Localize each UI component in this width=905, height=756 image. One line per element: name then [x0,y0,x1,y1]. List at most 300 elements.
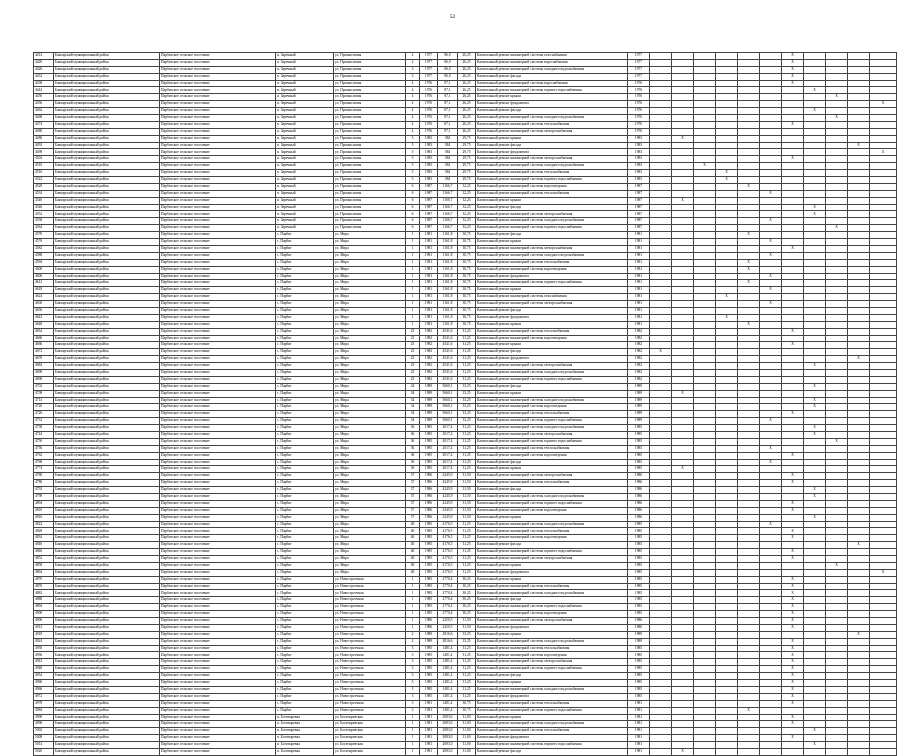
table-cell: 1987 [628,204,650,211]
schedule-mark-cell [694,659,716,666]
table-row [34,245,897,252]
schedule-mark-cell [804,307,826,314]
schedule-mark-cell [870,748,897,755]
table-cell: Парбигское сельское поселение [160,604,276,611]
schedule-mark-cell [672,680,694,687]
table-row [34,163,897,170]
table-cell: 4888 [34,597,54,604]
schedule-mark-cell [738,170,760,177]
schedule-mark-cell: X [760,273,782,280]
table-cell: 4245,9 [438,473,458,480]
schedule-mark-cell: X [782,652,804,659]
schedule-mark-cell: X [804,383,826,390]
table-cell: 87,1 [438,108,458,115]
schedule-mark-cell [716,431,738,438]
schedule-mark-cell [672,618,694,625]
schedule-mark-cell [848,438,870,445]
schedule-mark-cell [672,163,694,170]
table-cell: 31,25 [458,549,476,556]
schedule-mark-cell [694,542,716,549]
schedule-mark-cell [826,728,848,735]
table-cell: 40 [406,562,420,569]
schedule-mark-cell: X [804,108,826,115]
table-cell: ул. Новостроечная [334,645,406,652]
table-cell: Капитальный ремонт крыши [476,197,628,204]
table-cell: с. Парбиг [276,411,334,418]
schedule-mark-cell [804,335,826,342]
table-cell: 40 [406,556,420,563]
table-cell: 1989 [420,631,438,638]
table-cell: 1985 [628,597,650,604]
table-cell: 30,75 [458,700,476,707]
table-cell: 1481,4 [438,686,458,693]
schedule-mark-cell [826,556,848,563]
schedule-mark-cell [738,549,760,556]
table-cell: 4444 [34,87,54,94]
table-cell: Бакчарский муниципальный район [54,659,160,666]
schedule-mark-cell [782,335,804,342]
schedule-mark-cell [804,142,826,149]
table-cell: п. Заречный [276,94,334,101]
schedule-mark-cell [826,314,848,321]
schedule-mark-cell [694,521,716,528]
table-cell: Парбигское сельское поселение [160,673,276,680]
table-cell: 1982 [420,342,438,349]
schedule-mark-cell [826,252,848,259]
table-cell: п. Заречный [276,108,334,115]
schedule-mark-cell [738,556,760,563]
schedule-mark-cell [782,363,804,370]
table-cell: 31,25 [458,673,476,680]
schedule-mark-cell [804,666,826,673]
schedule-mark-cell [716,631,738,638]
schedule-mark-cell [848,170,870,177]
schedule-mark-cell [650,500,672,507]
table-cell: 5002 [34,728,54,735]
schedule-mark-cell: X [760,301,782,308]
schedule-mark-cell [804,535,826,542]
schedule-mark-cell [650,356,672,363]
schedule-mark-cell [870,121,897,128]
schedule-mark-cell [716,232,738,239]
schedule-mark-cell [804,245,826,252]
schedule-mark-cell [716,466,738,473]
schedule-mark-cell [694,273,716,280]
table-cell: 1981 [420,721,438,728]
schedule-mark-cell [650,452,672,459]
table-cell: с. Парбиг [276,556,334,563]
table-cell: Капитальный ремонт фундамента [476,356,628,363]
schedule-mark-cell [650,528,672,535]
table-cell: Капитальный ремонт инженерной системы холодного водоснабжения [476,686,628,693]
table-cell: Парбигское сельское поселение [160,624,276,631]
schedule-mark-cell [694,335,716,342]
schedule-mark-cell [760,183,782,190]
table-cell: Парбигское сельское поселение [160,693,276,700]
schedule-mark-cell [804,390,826,397]
schedule-mark-cell [804,542,826,549]
table-row [34,500,897,507]
table-cell: 4942 [34,659,54,666]
schedule-mark-cell: X [716,294,738,301]
table-cell: с. Парбиг [276,273,334,280]
table-cell: 30,75 [458,294,476,301]
table-cell: 6 [406,183,420,190]
schedule-mark-cell [826,218,848,225]
table-cell: 4618 [34,287,54,294]
table-cell: ул. Новостроечная [334,638,406,645]
table-cell: 4684 [34,363,54,370]
table-cell: Парбигское сельское поселение [160,80,276,87]
schedule-mark-cell [694,280,716,287]
schedule-mark-cell [804,190,826,197]
table-cell: 4528 [34,183,54,190]
table-cell: Капитальный ремонт инженерной системы холодного водоснабжения [476,163,628,170]
table-cell: 1981 [420,266,438,273]
table-cell: 1981 [628,245,650,252]
table-cell: 1982 [420,369,438,376]
schedule-mark-cell [694,356,716,363]
table-cell: Капитальный ремонт фундамента [476,149,628,156]
table-cell: 1981 [420,245,438,252]
schedule-mark-cell [804,94,826,101]
schedule-mark-cell [738,411,760,418]
table-cell: Бакчарский муниципальный район [54,549,160,556]
table-cell: 23 [406,363,420,370]
table-cell: ул. Промысловая [334,142,406,149]
schedule-mark-cell [738,397,760,404]
table-row [34,445,897,452]
schedule-mark-cell [672,583,694,590]
table-cell: 1986 [628,500,650,507]
table-cell: п. Заречный [276,170,334,177]
table-cell: 1985 [628,452,650,459]
schedule-mark-cell [760,576,782,583]
schedule-mark-cell [760,748,782,755]
table-cell: Бакчарский муниципальный район [54,597,160,604]
schedule-mark-cell [694,611,716,618]
table-row [34,742,897,749]
table-cell: 2816,6 [438,631,458,638]
schedule-mark-cell [672,252,694,259]
schedule-mark-cell [738,514,760,521]
table-row [34,211,897,218]
table-cell: 1985 [628,425,650,432]
schedule-mark-cell [672,190,694,197]
schedule-mark-cell [694,363,716,370]
table-cell: 1987 [420,190,438,197]
schedule-mark-cell [694,349,716,356]
schedule-mark-cell [738,480,760,487]
table-cell: п. Заречный [276,73,334,80]
table-cell: Парбигское сельское поселение [160,542,276,549]
table-row [34,294,897,301]
schedule-mark-cell [826,528,848,535]
schedule-mark-cell [870,666,897,673]
table-row [34,190,897,197]
table-row [34,135,897,142]
table-cell: Капитальный ремонт инженерной системы холодного водоснабжения [476,494,628,501]
table-row [34,431,897,438]
table-cell: 4660 [34,335,54,342]
table-cell: п. Заречный [276,135,334,142]
table-cell: Капитальный ремонт инженерной системы горячего водоснабжения [476,666,628,673]
schedule-mark-cell: X [848,356,870,363]
schedule-mark-cell [694,87,716,94]
table-row [34,576,897,583]
table-cell: с. Парбиг [276,700,334,707]
schedule-mark-cell [716,342,738,349]
schedule-mark-cell [650,280,672,287]
table-cell: 86,0 [438,73,458,80]
table-cell: с. Парбиг [276,342,334,349]
table-cell: 1985 [420,562,438,569]
schedule-mark-cell [694,624,716,631]
table-cell: 1981 [420,714,438,721]
schedule-mark-cell [782,252,804,259]
schedule-mark-cell [672,335,694,342]
schedule-mark-cell [650,597,672,604]
schedule-mark-cell [738,197,760,204]
schedule-mark-cell [826,590,848,597]
table-cell: с. Парбиг [276,473,334,480]
schedule-mark-cell [716,604,738,611]
schedule-mark-cell [782,170,804,177]
schedule-mark-cell [848,576,870,583]
schedule-mark-cell [804,645,826,652]
table-cell: 26,25 [458,94,476,101]
table-cell: 30,75 [458,307,476,314]
schedule-mark-cell [760,624,782,631]
table-cell: Бакчарский муниципальный район [54,335,160,342]
table-cell: Капитальный ремонт инженерной системы электроснабжения [476,211,628,218]
table-cell: 1 [406,252,420,259]
table-cell: 4504 [34,156,54,163]
schedule-mark-cell [804,101,826,108]
schedule-mark-cell [672,156,694,163]
schedule-mark-cell [760,232,782,239]
table-cell: 5660,1 [438,383,458,390]
schedule-mark-cell [650,645,672,652]
table-cell: 4176,5 [438,528,458,535]
table-cell: 1 [406,590,420,597]
schedule-mark-cell [760,583,782,590]
table-cell: Парбигское сельское поселение [160,742,276,749]
table-cell: ул. Мира [334,452,406,459]
table-cell: п. Заречный [276,163,334,170]
schedule-mark-cell [760,735,782,742]
schedule-mark-cell [716,273,738,280]
schedule-mark-cell [738,748,760,755]
table-cell: ул. Новостроечная [334,611,406,618]
schedule-mark-cell [870,673,897,680]
table-cell: 1982 [628,335,650,342]
schedule-mark-cell [870,349,897,356]
table-cell: Парбигское сельское поселение [160,218,276,225]
table-cell: 31,25 [458,363,476,370]
table-cell: 1986 [420,624,438,631]
table-cell: 31,50 [458,618,476,625]
schedule-mark-cell [848,742,870,749]
schedule-mark-cell [738,576,760,583]
schedule-mark-cell [760,383,782,390]
table-cell: 4708 [34,390,54,397]
table-cell: Капитальный ремонт крыши [476,680,628,687]
schedule-mark-cell [650,494,672,501]
schedule-mark-cell [804,266,826,273]
table-cell: 4738 [34,425,54,432]
table-cell: п. Заречный [276,80,334,87]
table-cell: 4726 [34,411,54,418]
table-cell: ул. Промысловая [334,170,406,177]
schedule-mark-cell [672,514,694,521]
schedule-mark-cell [650,425,672,432]
table-cell: Капитальный ремонт инженерной системы теплоснабжения [476,728,628,735]
schedule-mark-cell [760,156,782,163]
schedule-mark-cell [826,156,848,163]
table-cell: ул. Промысловая [334,225,406,232]
schedule-mark-cell [826,59,848,66]
schedule-mark-cell [826,87,848,94]
table-cell: с. Парбиг [276,494,334,501]
schedule-mark-cell [738,535,760,542]
table-row [34,507,897,514]
schedule-mark-cell [716,473,738,480]
schedule-mark-cell [694,307,716,314]
table-cell: ул. Новостроечная [334,652,406,659]
table-row [34,356,897,363]
table-cell: 1987 [420,197,438,204]
schedule-mark-cell: X [782,735,804,742]
schedule-mark-cell [804,549,826,556]
schedule-mark-cell [738,638,760,645]
schedule-mark-cell [804,459,826,466]
schedule-mark-cell: X [782,411,804,418]
table-cell: 37 [406,480,420,487]
schedule-mark-cell: X [782,73,804,80]
schedule-mark-cell [650,418,672,425]
table-cell: 1986 [420,487,438,494]
schedule-mark-cell [760,211,782,218]
table-cell: ул. Промысловая [334,59,406,66]
table-cell: 37 [406,514,420,521]
table-cell: 26,25 [458,53,476,60]
table-row [34,390,897,397]
schedule-mark-cell [826,507,848,514]
table-row [34,101,897,108]
schedule-mark-cell [760,149,782,156]
schedule-mark-cell [716,680,738,687]
schedule-mark-cell [650,549,672,556]
table-cell: 4606 [34,273,54,280]
table-cell: ул. Новостроечная [334,583,406,590]
table-cell: с. Парбиг [276,590,334,597]
table-cell: 33,25 [458,404,476,411]
schedule-mark-cell [694,156,716,163]
table-cell: 1985 [420,597,438,604]
table-cell: Бакчарский муниципальный район [54,211,160,218]
schedule-mark-cell [804,232,826,239]
table-cell: 34 [406,390,420,397]
schedule-mark-cell [672,480,694,487]
table-cell: с. Парбиг [276,624,334,631]
schedule-mark-cell [650,66,672,73]
table-cell: Бакчарский муниципальный район [54,73,160,80]
table-cell: 31,50 [458,624,476,631]
schedule-mark-cell [804,597,826,604]
table-cell: 4438 [34,80,54,87]
schedule-mark-cell [804,170,826,177]
table-row [34,748,897,755]
table-row [34,321,897,328]
schedule-mark-cell [650,94,672,101]
schedule-mark-cell [848,190,870,197]
schedule-mark-cell [694,170,716,177]
table-cell: 4798 [34,494,54,501]
table-cell: 1981 [420,239,438,246]
table-cell: Капитальный ремонт фасада [476,349,628,356]
schedule-mark-cell [782,239,804,246]
schedule-mark-cell [826,700,848,707]
schedule-mark-cell [694,66,716,73]
table-cell: 1 [406,728,420,735]
table-cell: 31,50 [458,494,476,501]
table-cell: с. Парбиг [276,500,334,507]
table-cell: 32,25 [458,204,476,211]
schedule-mark-cell [738,349,760,356]
schedule-mark-cell [694,418,716,425]
table-cell: 1987 [628,197,650,204]
table-cell: Капитальный ремонт инженерной системы холодного водоснабжения [476,115,628,122]
schedule-mark-cell [760,307,782,314]
schedule-mark-cell [738,294,760,301]
schedule-mark-cell [738,135,760,142]
table-cell: Бакчарский муниципальный район [54,363,160,370]
table-cell: Бакчарский муниципальный район [54,342,160,349]
schedule-mark-cell [760,314,782,321]
table-row [34,714,897,721]
schedule-mark-cell [826,480,848,487]
schedule-mark-cell [848,418,870,425]
schedule-mark-cell [760,562,782,569]
table-cell: 29,75 [458,156,476,163]
table-row [34,583,897,590]
table-cell: Парбигское сельское поселение [160,376,276,383]
table-cell: 4176,5 [438,562,458,569]
table-cell: ул. Мира [334,473,406,480]
table-cell: 4744 [34,431,54,438]
table-row [34,728,897,735]
schedule-mark-cell [848,431,870,438]
table-cell: 1987 [420,204,438,211]
schedule-mark-cell [848,259,870,266]
table-cell: с. Парбиг [276,597,334,604]
table-cell: Бакчарский муниципальный район [54,397,160,404]
table-cell: Капитальный ремонт инженерной системы электроснабжения [476,659,628,666]
table-cell: Бакчарский муниципальный район [54,307,160,314]
table-cell: 36 [406,466,420,473]
table-cell: Бакчарский муниципальный район [54,204,160,211]
table-cell: 1985 [420,459,438,466]
schedule-mark-cell [826,431,848,438]
table-cell: Парбигское сельское поселение [160,369,276,376]
table-cell: п. Заречный [276,204,334,211]
table-cell: с. Парбиг [276,604,334,611]
schedule-mark-cell [870,590,897,597]
schedule-mark-cell [738,494,760,501]
schedule-mark-cell: X [782,666,804,673]
schedule-mark-cell [672,707,694,714]
